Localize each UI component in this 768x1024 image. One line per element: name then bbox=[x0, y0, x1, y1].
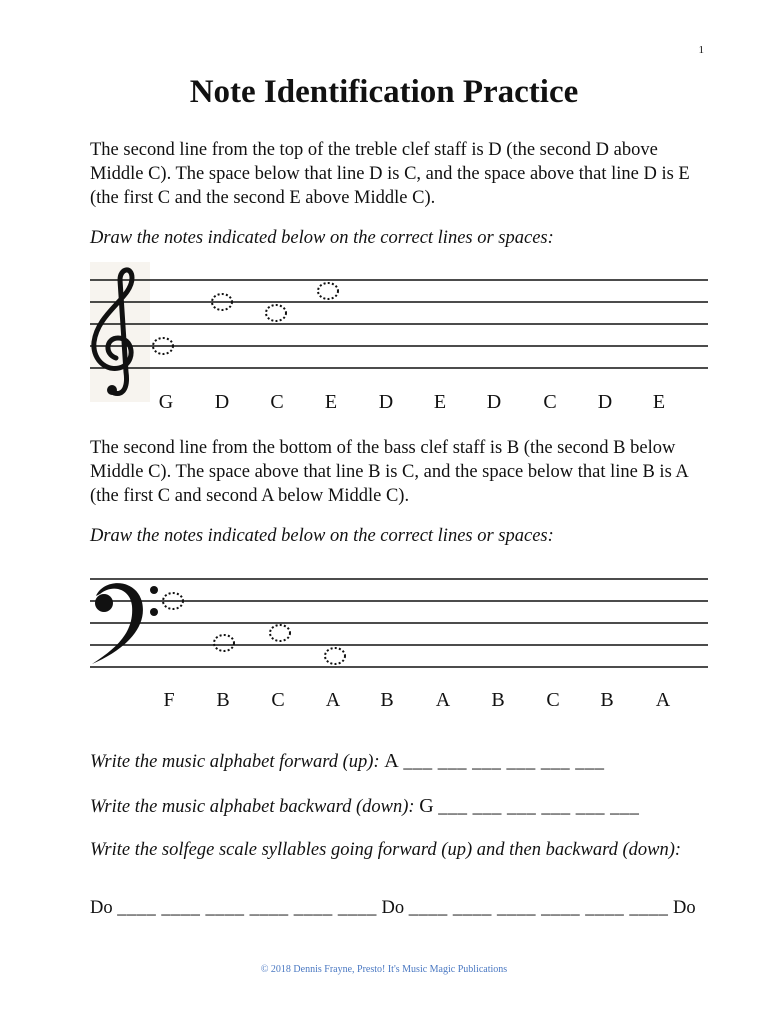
bass-label: A bbox=[435, 689, 451, 711]
solfege-prompt: Write the solfege scale syllables going forward (up) and then backward (down): bbox=[90, 840, 682, 860]
backward-blanks[interactable]: ___ ___ ___ ___ ___ ___ bbox=[438, 797, 640, 817]
treble-label: E bbox=[652, 391, 666, 413]
forward-blanks[interactable]: ___ ___ ___ ___ ___ ___ bbox=[403, 752, 605, 772]
alphabet-backward-exercise bbox=[90, 795, 639, 818]
solfege-backward-blanks[interactable]: ____ ____ ____ ____ ____ ____ bbox=[408, 898, 669, 918]
bass-note-labels bbox=[90, 686, 708, 714]
page-title: Note Identification Practice bbox=[189, 74, 579, 110]
bass-label: B bbox=[380, 689, 394, 711]
treble-label: D bbox=[214, 391, 230, 413]
solfege-do-start: Do bbox=[90, 898, 113, 918]
bass-label: B bbox=[491, 689, 505, 711]
treble-staff bbox=[90, 262, 708, 402]
bass-label: A bbox=[655, 689, 671, 711]
backward-prompt: Write the music alphabet backward (down): bbox=[90, 797, 415, 817]
copyright-footer: © 2018 Dennis Frayne, Presto! It's Music Magic Publications bbox=[260, 964, 508, 975]
treble-label: D bbox=[378, 391, 394, 413]
forward-start-letter: A bbox=[384, 750, 399, 772]
treble-paragraph: The second line from the top of the treble clef staff is D (the second D above Middle C). The space below that line D is C, and the space above that line D is E (the first C and the second E above Middle C). bbox=[90, 140, 690, 208]
treble-note-labels bbox=[90, 388, 708, 416]
treble-label: D bbox=[486, 391, 502, 413]
treble-instruction: Draw the notes indicated below on the correct lines or spaces: bbox=[90, 228, 554, 248]
bass-label: F bbox=[163, 689, 175, 711]
page-number: 1 bbox=[698, 44, 704, 56]
backward-start-letter: G bbox=[419, 795, 434, 817]
bass-label: B bbox=[216, 689, 230, 711]
treble-label: C bbox=[270, 391, 284, 413]
treble-example-note-c bbox=[266, 305, 286, 321]
treble-label: E bbox=[324, 391, 338, 413]
solfege-do-end: Do bbox=[673, 898, 696, 918]
treble-example-note-e bbox=[318, 283, 338, 299]
bass-paragraph: The second line from the bottom of the bass clef staff is B (the second B below Middle C). The space above that line B is C, and the space below that line B is A (the first C and second A below Middle C). bbox=[90, 438, 688, 506]
treble-label: D bbox=[597, 391, 613, 413]
alphabet-forward-exercise bbox=[90, 750, 604, 773]
bass-label: C bbox=[271, 689, 285, 711]
solfege-do-middle: Do bbox=[381, 898, 405, 918]
bass-example-note-a bbox=[325, 648, 345, 664]
bass-example-note-b bbox=[214, 635, 234, 651]
solfege-forward-blanks[interactable]: ____ ____ ____ ____ ____ ____ bbox=[117, 898, 377, 918]
treble-label: G bbox=[158, 391, 174, 413]
treble-label: E bbox=[433, 391, 447, 413]
bass-example-note-c bbox=[270, 625, 290, 641]
bass-label: B bbox=[600, 689, 614, 711]
bass-instruction: Draw the notes indicated below on the correct lines or spaces: bbox=[90, 526, 554, 546]
forward-prompt: Write the music alphabet forward (up): bbox=[90, 752, 380, 772]
treble-label: C bbox=[543, 391, 557, 413]
solfege-exercise bbox=[90, 898, 696, 919]
bass-label: A bbox=[325, 689, 341, 711]
bass-staff bbox=[90, 570, 708, 680]
bass-label: C bbox=[546, 689, 560, 711]
